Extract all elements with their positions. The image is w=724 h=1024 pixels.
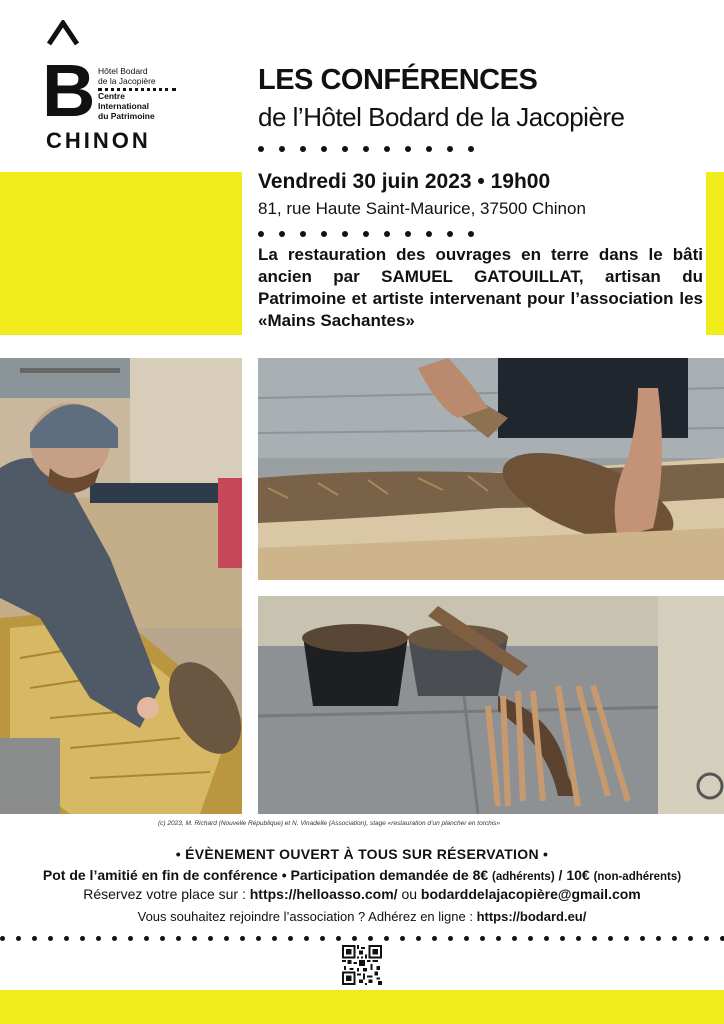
pot-nonmembers: (non-adhérents) [593,871,682,883]
join-link[interactable]: https://bodard.eu/ [476,909,587,924]
qr-code-icon[interactable] [342,945,382,985]
event-date-time: Vendredi 30 juin 2023 • 19h00 [258,170,551,193]
dot-divider-bottom [0,936,724,942]
reserve-or: ou [397,886,421,902]
logo-line-1: Hôtel Bodard [98,66,148,76]
page-subtitle: de l’Hôtel Bodard de la Jacopière [258,102,625,132]
caret-logo-icon [46,20,80,46]
pot-members: (adhérents) [492,871,555,883]
reserve-link[interactable]: https://helloasso.com/ [249,886,398,902]
logo-line-2: de la Jacopière [98,76,156,86]
photo-buckets-clay [258,596,724,814]
yellow-band-bottom [0,990,724,1024]
event-open-notice: • ÉVÈNEMENT OUVERT À TOUS SUR RÉSERVATION • [175,846,549,862]
pot-mid: / 10€ [554,867,594,883]
logo-letter: B [42,49,96,132]
logo-dots [98,88,176,92]
photo-credit: (c) 2023, M. Richard (Nouvelle République) et N. Vinadelle (Association), stage «restauration d’un plancher en torchis» [158,820,501,827]
page-title: LES CONFÉRENCES [258,64,538,96]
pot-text: Pot de l’amitié en fin de conférence • Participation demandée de 8€ [42,867,493,883]
photo-craftsman [0,358,242,814]
logo-line-5: du Patrimoine [98,111,155,121]
logo [40,20,180,160]
photo-torchis-rolling [258,358,724,580]
join-label: Vous souhaitez rejoindre l’association ? Adhérez en ligne : [137,909,477,924]
pot-info [0,867,724,883]
logo-text [98,66,156,121]
event-description: La restauration des ouvrages en terre dans le bâti ancien par SAMUEL GATOUILLAT, artisan du Patrimoine et artiste intervenant pour l’association les «Mains Sachantes» [258,245,703,330]
logo-line-3: Centre [98,91,125,101]
reserve-email[interactable]: bodarddelajacopière@gmail.com [420,886,641,902]
reserve-label: Réservez votre place sur : [83,886,250,902]
event-address: 81, rue Haute Saint-Maurice, 37500 Chinon [258,199,586,218]
join-info [0,909,724,924]
yellow-band-right [706,172,724,335]
logo-line-4: International [98,101,150,111]
logo-city: CHINON [46,128,151,153]
yellow-band-left [0,172,242,335]
dot-divider [258,231,474,237]
reservation-info [0,886,724,902]
dot-divider [258,146,474,152]
